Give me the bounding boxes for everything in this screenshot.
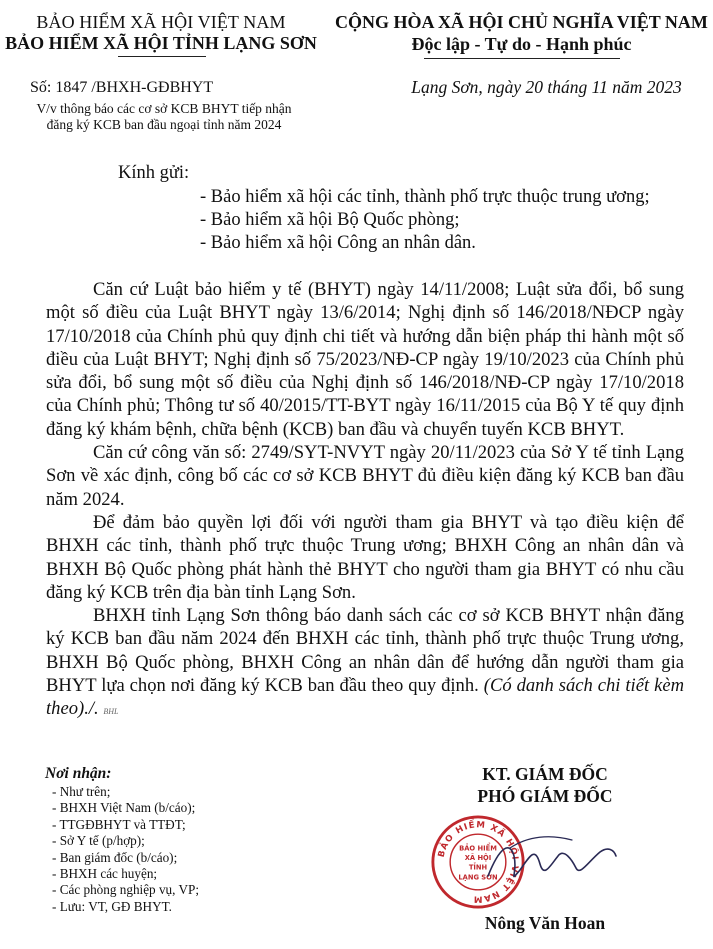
receivers-list bbox=[52, 784, 199, 915]
org-underline bbox=[118, 56, 206, 57]
document-subject bbox=[0, 101, 328, 133]
body-paragraph: Căn cứ Luật bảo hiểm y tế (BHYT) ngày 14/11/2008; Luật sửa đổi, bổ sung một số điều của Luật BHYT ngày 13/6/2014; Nghị định số 146/2018/NĐCP ngày 17/10/2018 của Chính phủ quy định chi tiết và hướng dẫn biện pháp thi hành một số điều của Luật BHYT; Nghị định số 75/2023/NĐ-CP ngày 19/10/2023 của Chính phủ sửa đổi, bổ sung một số điều của Nghị định số 146/2018/NĐ-CP ngày 17/10/2018 của Chính phủ; Thông tư số 40/2015/TT-BYT ngày 16/11/2015 của Bộ Y tế quy định đăng ký khám bệnh, chữa bệnh (KCB) ban đầu và chuyển tuyến KCB BHYT. bbox=[46, 279, 684, 440]
receiver-item: - TTGĐBHYT và TTĐT; bbox=[52, 816, 186, 832]
seal-center-line: BẢO HIỂM bbox=[459, 844, 497, 853]
final-paragraph-text: BHXH tỉnh Lạng Sơn thông báo danh sách các cơ sở KCB BHYT nhận đăng ký KCB ban đầu năm 2024 đến BHXH các tỉnh, thành phố trực thuộc Trung ương, BHXH Bộ Quốc phòng, BHXH Công an nhân dân để hướng dẫn người tham gia BHYT lựa chọn nơi đăng ký KCB ban đầu theo quy định. bbox=[46, 605, 684, 697]
seal-center-line: TỈNH bbox=[468, 863, 488, 872]
subject-line: V/v thông báo các cơ sở KCB BHYT tiếp nhận bbox=[36, 101, 292, 116]
handwritten-signature-icon bbox=[480, 826, 620, 896]
motto: Độc lập - Tự do - Hạnh phúc bbox=[411, 34, 632, 54]
document-date: Lạng Sơn, ngày 20 tháng 11 năm 2023 bbox=[411, 77, 682, 97]
receiver-item: - Các phòng nghiệp vụ, VP; bbox=[52, 882, 200, 898]
receiver-item: - BHXH Việt Nam (b/cáo); bbox=[52, 800, 196, 816]
seal-center-line: XÃ HỘI bbox=[464, 854, 492, 863]
recipient-item: - Bảo hiểm xã hội Bộ Quốc phòng; bbox=[200, 210, 460, 230]
motto-underline bbox=[424, 58, 620, 59]
org-line-2: BẢO HIỂM XÃ HỘI TỈNH LẠNG SƠN bbox=[5, 33, 317, 53]
subject-line: đăng ký KCB ban đầu ngoại tỉnh năm 2024 bbox=[46, 117, 282, 132]
document-number: Số: 1847 /BHXH-GĐBHYT bbox=[30, 79, 214, 96]
body-paragraph-final bbox=[46, 604, 684, 723]
seal-center-line: LẠNG SƠN bbox=[458, 873, 498, 882]
country-name: CỘNG HÒA XÃ HỘI CHỦ NGHĨA VIỆT NAM bbox=[335, 12, 708, 32]
receivers-title: Nơi nhận: bbox=[45, 765, 112, 782]
recipient-item: - Bảo hiểm xã hội Công an nhân dân. bbox=[200, 233, 476, 253]
org-line-1: BẢO HIỂM XÃ HỘI VIỆT NAM bbox=[36, 12, 286, 32]
signer-title-2: PHÓ GIÁM ĐỐC bbox=[477, 786, 613, 806]
receiver-item: - Lưu: VT, GĐ BHYT. bbox=[52, 898, 172, 914]
initials-mark: BHL bbox=[103, 707, 119, 717]
body-paragraph: Căn cứ công văn số: 2749/SYT-NVYT ngày 20/11/2023 của Sở Y tế tỉnh Lạng Sơn về xác định, công bố các cơ sở KCB BHYT đủ điều kiện đăng ký KCB ban đầu năm 2024. bbox=[46, 442, 684, 510]
issuing-organization bbox=[0, 12, 322, 54]
receiver-item: - Ban giám đốc (b/cáo); bbox=[52, 849, 178, 865]
recipient-item: - Bảo hiểm xã hội các tỉnh, thành phố trực thuộc trung ương; bbox=[200, 187, 650, 207]
national-motto bbox=[330, 12, 713, 55]
body-paragraph: Để đảm bảo quyền lợi đối với người tham gia BHYT và tạo điều kiện để BHXH các tỉnh, thành phố trực thuộc Trung ương; BHXH Công an nhân dân và BHXH Bộ Quốc phòng phát hành thẻ BHYT cho người tham gia BHYT có nhu cầu đăng ký KCB trên địa bàn tỉnh Lạng Sơn. bbox=[46, 511, 684, 603]
salutation: Kính gửi: bbox=[118, 163, 190, 183]
attachment-note: (Có danh sách chi tiết kèm theo)./. bbox=[46, 675, 685, 720]
receiver-item: - Sở Y tế (p/hợp); bbox=[52, 833, 145, 849]
signer-name: Nông Văn Hoan bbox=[484, 913, 606, 933]
document-body bbox=[46, 278, 684, 724]
receiver-item: - Như trên; bbox=[52, 784, 111, 799]
seal-ring-text: BẢO HIỂM XÃ HỘI VIỆT NAM bbox=[436, 820, 520, 904]
receiver-item: - BHXH các huyện; bbox=[52, 866, 158, 882]
signer-title-1: KT. GIÁM ĐỐC bbox=[482, 764, 608, 784]
